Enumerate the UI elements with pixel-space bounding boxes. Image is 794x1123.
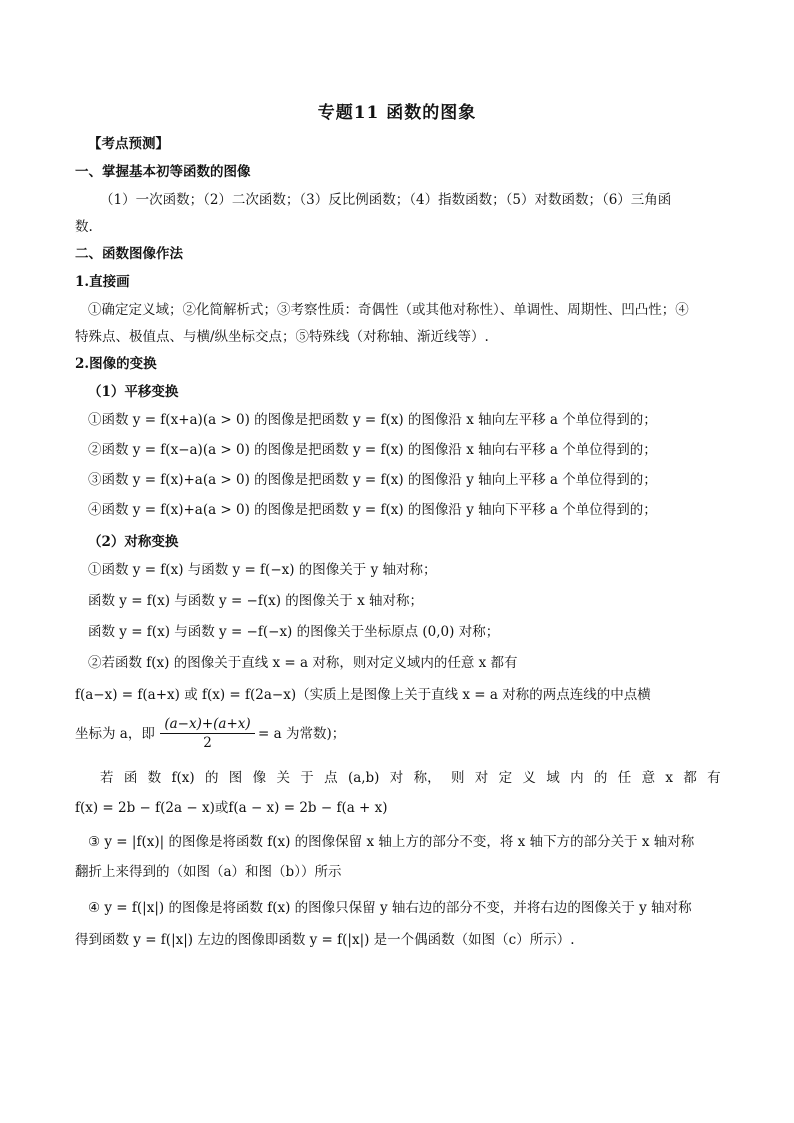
justified-word: 点 [324,770,338,786]
symmetry-rule-2: 函数 y = f(x) 与函数 y = −f(x) 的图像关于 x 轴对称； [88,593,424,609]
fraction-denominator: 2 [203,735,212,751]
justified-word: 都 [683,770,697,786]
justified-word: 则 [450,770,465,786]
subheading-symmetry: （2）对称变换 [88,534,179,550]
justified-word: 若 [100,770,114,786]
justified-word: x [665,770,674,786]
shift-rule-4: ④函数 y = f(x)+a(a > 0) 的图像是把函数 y = f(x) 的图像沿 y 轴向下平移 a 个单位得到的； [88,502,657,518]
justified-word: 意 [641,770,656,786]
midpoint-fraction [160,716,255,751]
justified-word: 称， [413,770,441,786]
justified-word: 像 [252,770,267,786]
heading-graph-methods: 二、函数图像作法 [75,246,183,262]
symmetry-rule-8: f(x) = 2b − f(2a − x)或f(a − x) = 2b − f(a + x) [75,800,388,816]
justified-word: 于 [300,770,314,786]
abs-rule-1: ③ y = |f(x)| 的图像是将函数 f(x) 的图像保留 x 轴上方的部分不变，将 x 轴下方的部分关于 x 轴对称 [88,834,695,850]
symmetry-rule-6-lead: 坐标为 a，即 [75,726,155,742]
shift-rule-3: ③函数 y = f(x)+a(a > 0) 的图像是把函数 y = f(x) 的图像沿 y 轴向上平移 a 个单位得到的； [88,472,657,488]
subheading-shift: （1）平移变换 [88,384,179,400]
justified-word: 数 [147,770,162,786]
justified-word: 域 [546,770,560,786]
symmetry-rule-5: f(a−x) = f(a+x) 或 f(x) = f(2a−x)（实质上是图像上关于直线 x = a 对称的两点连线的中点横 [75,687,651,703]
shift-rule-1: ①函数 y = f(x+a)(a > 0) 的图像是把函数 y = f(x) 的图像沿 x 轴向左平移 a 个单位得到的； [88,412,657,428]
paragraph-direct-draw-cont: 特殊点、极值点、与横/纵坐标交点；⑤特殊线（对称轴、渐近线等）. [75,329,489,345]
paragraph-function-list: （1）一次函数；（2）二次函数；（3）反比例函数；（4）指数函数；（5）对数函数；（6）三角函 [100,192,672,208]
heading-basic-functions: 一、掌握基本初等函数的图像 [75,164,251,180]
justified-word: 内 [570,770,584,786]
justified-word: 对 [389,770,404,786]
justified-word: 有 [707,770,721,786]
justified-word: 的 [204,770,219,786]
justified-word: 函 [123,770,138,786]
justified-word: f(x) [171,770,195,786]
symmetry-rule-3: 函数 y = f(x) 与函数 y = −f(−x) 的图像关于坐标原点 (0,0) 对称； [88,624,500,640]
justified-word: 的 [593,770,608,786]
justified-word: 定 [498,770,513,786]
justified-word: 任 [617,770,632,786]
page-title: 专题11 函数的图象 [317,103,477,123]
abs-rule-1-cont: 翻折上来得到的（如图（a）和图（b））所示 [75,864,342,880]
justified-word: (a,b) [347,770,380,786]
justified-word: 图 [228,770,243,786]
symmetry-rule-1: ①函数 y = f(x) 与函数 y = f(−x) 的图像关于 y 轴对称； [88,562,437,578]
subheading-direct-draw: 1.直接画 [75,274,130,290]
justified-word: 义 [522,770,536,786]
fraction-numerator: (a−x)+(a+x) [160,716,255,734]
symmetry-rule-6-tail: = a 为常数)； [258,726,346,742]
abs-rule-2: ④ y = f(|x|) 的图像是将函数 f(x) 的图像只保留 y 轴右边的部分不变，并将右边的图像关于 y 轴对称 [88,900,692,916]
justified-word: 关 [276,770,290,786]
paragraph-direct-draw: ①确定定义域；②化简解析式；③考察性质：奇偶性（或其他对称性）、单调性、周期性、凹凸性；④ [88,302,689,318]
shift-rule-2: ②函数 y = f(x−a)(a > 0) 的图像是把函数 y = f(x) 的图像沿 x 轴向右平移 a 个单位得到的； [88,442,657,458]
symmetry-rule-4: ②若函数 f(x) 的图像关于直线 x = a 对称，则对定义域内的任意 x 都有 [88,655,518,671]
subheading-transform: 2.图像的变换 [75,356,157,372]
forecast-label: 【考点预测】 [88,136,169,152]
justified-word: 对 [474,770,489,786]
paragraph-function-list-cont: 数. [75,219,93,235]
abs-rule-2-cont: 得到函数 y = f(|x|) 左边的图像即函数 y = f(|x|) 是一个偶函数（如图（c）所示）. [75,932,575,948]
symmetry-rule-7 [100,768,721,788]
